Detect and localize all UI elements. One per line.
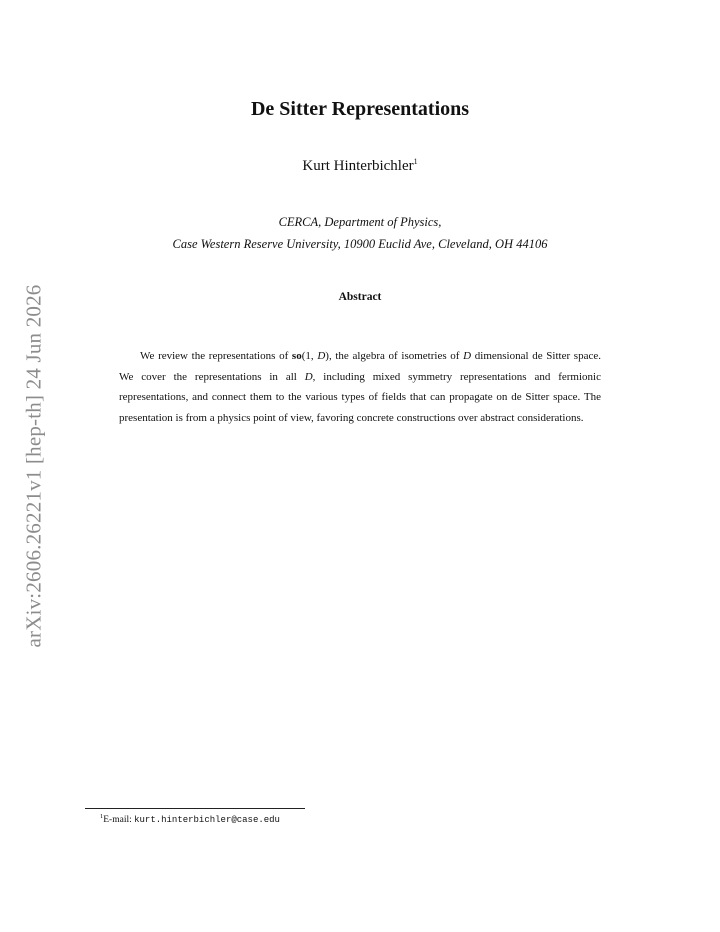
abstract-text-2: , the algebra of isometries of bbox=[328, 350, 464, 362]
footnote bbox=[100, 813, 280, 825]
email-address: kurt.hinterbichler@case.edu bbox=[134, 815, 280, 826]
dimension-variable: D bbox=[317, 350, 326, 362]
dimension-variable: D bbox=[304, 370, 313, 383]
footnote-divider bbox=[85, 808, 305, 809]
abstract-text-3: dimensional de Sitter space. We cover the representations in all bbox=[119, 350, 601, 383]
paper-title: De Sitter Representations bbox=[250, 98, 470, 120]
algebra-args-close: ) bbox=[325, 350, 329, 362]
author-line bbox=[0, 157, 720, 175]
abstract-paragraph bbox=[119, 346, 601, 429]
author-name: Kurt Hinterbichler bbox=[302, 158, 414, 174]
algebra-symbol: so bbox=[291, 350, 302, 362]
abstract-text-4: , including mixed symmetry representations and fermionic representations, and connect them to the various types of fields that can propagate on de Sitter space. The presentation is from a physics point of view, favoring concrete constructions over abstract considerations. bbox=[119, 370, 601, 425]
affiliation-line-1: CERCA, Department of Physics, bbox=[278, 215, 442, 229]
abstract-heading: Abstract bbox=[338, 291, 382, 303]
algebra-args-open: (1, bbox=[301, 350, 318, 362]
affiliation-line-2: Case Western Reserve University, 10900 Euclid Ave, Cleveland, OH 44106 bbox=[172, 237, 548, 251]
dimension-variable: D bbox=[463, 350, 472, 362]
arxiv-identifier-stamp: arXiv:2606.26221v1 [hep-th] 24 Jun 2026 bbox=[21, 284, 46, 648]
footnote-mark: 1 bbox=[100, 813, 104, 820]
abstract-text-1: We review the representations of bbox=[140, 350, 292, 362]
author-footnote-mark: 1 bbox=[413, 157, 418, 166]
footnote-label: E-mail: bbox=[103, 815, 135, 826]
